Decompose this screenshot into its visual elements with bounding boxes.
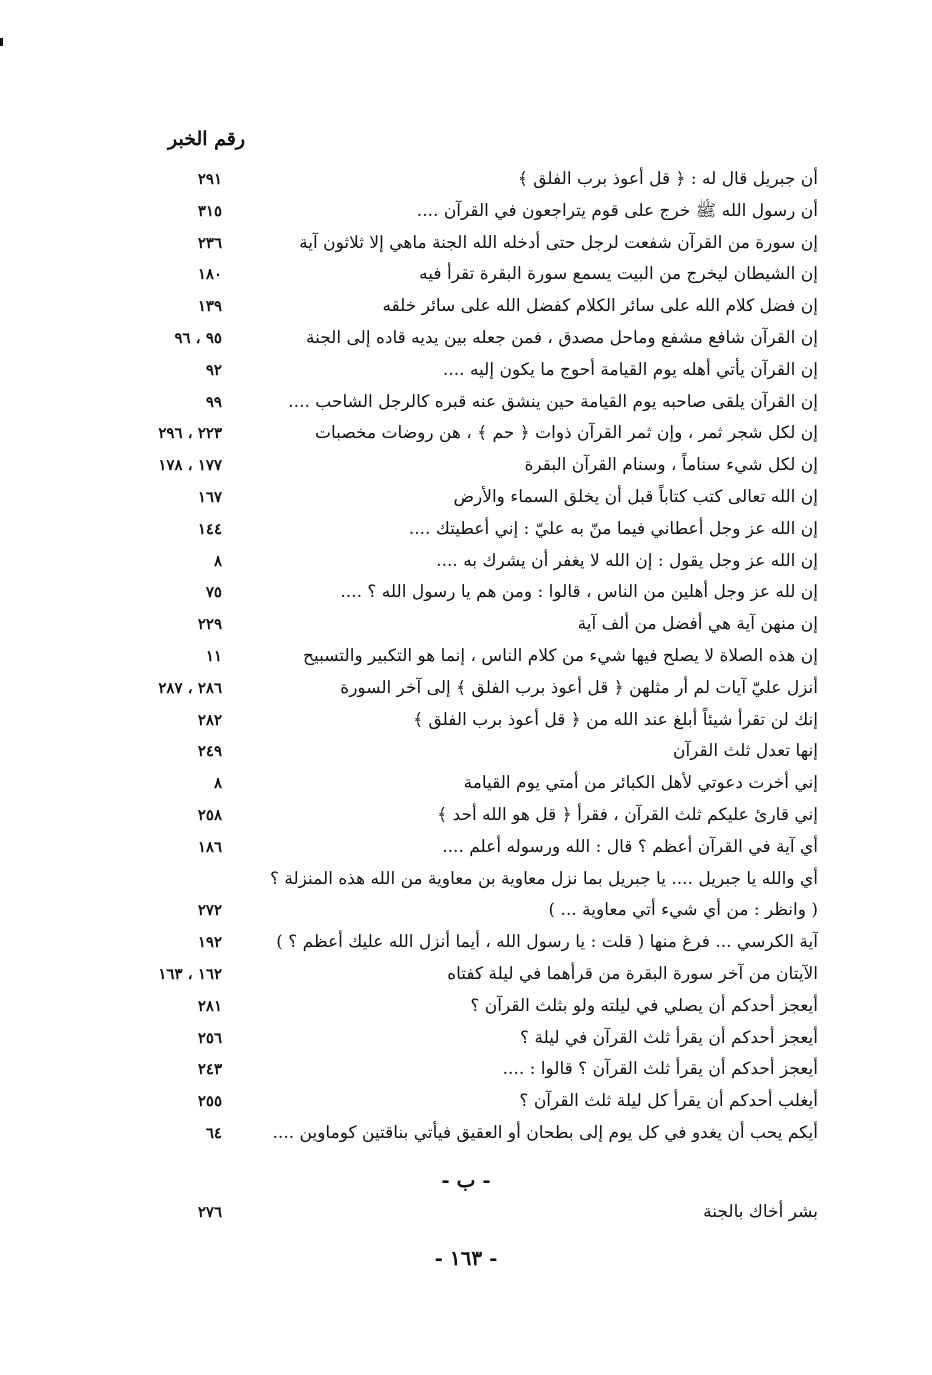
list-item: [150, 991, 818, 1023]
list-item: [150, 1086, 818, 1118]
entry-text: أي والله يا جبريل .... يا جبريل بما نزل معاوية بن معاوية من الله هذه المنزلة ؟: [269, 868, 818, 889]
entry-number: ١٦٧: [197, 487, 222, 506]
entry-number: ١٦٢ ، ١٦٣: [158, 964, 222, 983]
entry-number: ٢٥٦: [197, 1028, 222, 1047]
entry-text: إن هذه الصلاة لا يصلح فيها شيء من كلام الناس ، إنما هو التكبير والتسبيح: [303, 645, 818, 666]
entry-text: إن الله عز وجل يقول : إن الله لا يغفر أن يشرك به ....: [436, 550, 818, 571]
entry-text: إن لكل شيء سناماً ، وسنام القرآن البقرة: [524, 455, 818, 476]
column-header-label: رقم الخبر: [168, 128, 246, 150]
entry-text: إن القرآن يلقى صاحبه يوم القيامة حين ينشق عنه قبره كالرجل الشاحب ....: [288, 391, 818, 412]
entry-number: ٢٨٦ ، ٢٨٧: [158, 678, 222, 697]
list-item: [150, 864, 818, 896]
list-item: [150, 196, 818, 228]
entry-number: ٩٢: [205, 360, 222, 379]
entry-text: أن جبريل قال له : ﴿ قل أعوذ برب الفلق ﴾: [517, 169, 818, 189]
list-item: [150, 895, 818, 927]
entry-text: إن القرآن شافع مشفع وماحل مصدق ، فمن جعله بين يديه قاده إلى الجنة: [305, 327, 818, 348]
list-item: [150, 387, 818, 419]
entry-text: إني قارئ عليكم ثلث القرآن ، فقرأ ﴿ قل هو الله أحد ﴾: [437, 804, 818, 825]
entry-number: ٦٤: [205, 1123, 222, 1142]
page-edge-mark: [0, 38, 3, 46]
entry-text: إن الله عز وجل أعطاني فيما منّ به عليّ : إني أعطيتك ....: [408, 518, 818, 539]
list-item: [150, 514, 818, 546]
list-item: [150, 482, 818, 514]
list-item: [150, 800, 818, 832]
entry-text: أيعجز أحدكم أن يقرأ ثلث القرآن في ليلة ؟: [520, 1027, 818, 1048]
entry-number: ١٨٠: [197, 265, 222, 284]
entry-number: ٢٧٢: [197, 901, 222, 920]
list-item: [150, 609, 818, 641]
list-item: [150, 450, 818, 482]
entry-text: إن فضل كلام الله على سائر الكلام كفضل الله على سائر خلقه: [382, 296, 818, 317]
entry-number: ١١: [205, 646, 222, 665]
list-item: [150, 927, 818, 959]
entry-number: ٢٣٦: [197, 233, 222, 252]
entry-text: إني أخرت دعوتي لأهل الكبائر من أمتي يوم القيامة: [463, 773, 818, 794]
list-item: [150, 705, 818, 737]
entry-number: ٢٥٨: [197, 805, 222, 824]
entry-text: الآيتان من آخر سورة البقرة من قرأهما في ليلة كفتاه: [447, 963, 818, 984]
entry-text: آية الكرسي ... فرغ منها ( قلت : يا رسول الله ، أيما أنزل الله عليك أعظم ؟ ): [276, 932, 818, 953]
list-item: [150, 355, 818, 387]
list-item: [150, 641, 818, 673]
page-number: - ١٦٣ -: [434, 1246, 498, 1270]
entry-number: ٢٤٣: [197, 1060, 222, 1079]
entry-number: ٢٢٣ ، ٢٩٦: [158, 424, 222, 443]
list-item: [150, 546, 818, 578]
entry-number: ٢٩١: [197, 170, 222, 188]
section-letter-heading: - ب -: [441, 1168, 491, 1192]
entry-text: إنها تعدل ثلث القرآن: [672, 741, 818, 762]
entry-number: ٢٧٦: [197, 1203, 222, 1221]
entry-text: أيكم يحب أن يغدو في كل يوم إلى بطحان أو العقيق فيأتي بناقتين كوماوين ....: [272, 1122, 818, 1143]
entry-text: إن الشيطان ليخرج من البيت يسمع سورة البقرة تقرأ فيه: [419, 264, 818, 285]
entry-number: ٢٢٩: [197, 615, 222, 634]
entry-number: ٢٤٩: [197, 742, 222, 761]
list-item: [150, 323, 818, 355]
entry-text: أن رسول الله ﷺ خرج على قوم يتراجعون في القرآن ....: [416, 200, 818, 221]
entry-number: ٨: [213, 551, 222, 570]
entry-text: إن سورة من القرآن شفعت لرجل حتى أدخله الله الجنة ماهي إلا ثلاثون آية: [299, 232, 818, 253]
entry-text: إن لكل شجر ثمر ، وإن ثمر القرآن ذوات ﴿ حم ﴾ ، هن روضات مخصبات: [315, 423, 818, 444]
list-item: [150, 1054, 818, 1086]
list-item: [150, 291, 818, 323]
entry-text: أيعجز أحدكم أن يصلي في ليلته ولو بثلث القرآن ؟: [470, 995, 818, 1016]
entry-number: ٢٥٥: [197, 1092, 222, 1111]
list-item: [150, 1023, 818, 1055]
entry-text: ( وانظر : من أي شيء أتي معاوية ... ): [548, 900, 818, 921]
entry-number: ١٩٢: [197, 933, 222, 952]
entry-number: ١٧٧ ، ١٧٨: [158, 456, 222, 475]
entry-text: أي آية في القرآن أعظم ؟ قال : الله ورسوله أعلم ....: [442, 836, 818, 857]
list-item: [150, 1118, 818, 1150]
list-item: [150, 832, 818, 864]
entry-number: ٢٨٢: [197, 710, 222, 729]
list-item: [150, 418, 818, 450]
entry-text: أيغلب أحدكم أن يقرأ كل ليلة ثلث القرآن ؟: [519, 1091, 818, 1112]
entry-text: إن لله عز وجل أهلين من الناس ، قالوا : ومن هم يا رسول الله ؟ ....: [340, 582, 818, 603]
entry-text: أيعجز أحدكم أن يقرأ ثلث القرآن ؟ قالوا : ....: [502, 1059, 818, 1080]
entry-text: بشر أخاك بالجنة: [703, 1202, 818, 1222]
list-item: [150, 164, 818, 196]
list-item: [150, 736, 818, 768]
entry-number: ١٣٩: [197, 297, 222, 316]
entry-number: ٩٥ ، ٩٦: [174, 328, 222, 347]
entry-number: ٩٩: [205, 392, 222, 411]
hadith-index-list: [150, 164, 818, 1150]
entry-text: إنك لن تقرأ شيئاً أبلغ عند الله من ﴿ قل أعوذ برب الفلق ﴾: [413, 709, 818, 730]
list-item: [150, 259, 818, 291]
list-item: [150, 959, 818, 991]
entry-number: ٨: [213, 774, 222, 793]
entry-number: ٧٥: [205, 583, 222, 602]
entry-text: إن القرآن يأتي أهله يوم القيامة أحوج ما يكون إليه ....: [442, 359, 818, 380]
list-item: [150, 768, 818, 800]
entry-number: ١٤٤: [197, 519, 222, 538]
list-item: [150, 673, 818, 705]
entry-text: إن منهن آية هي أفضل من ألف آية: [577, 614, 818, 635]
entry-number: ٢٨١: [197, 996, 222, 1015]
entry-text: إن الله تعالى كتب كتاباً قبل أن يخلق السماء والأرض: [453, 486, 818, 507]
entry-text: أنزل عليّ آيات لم أر مثلهن ﴿ قل أعوذ برب الفلق ﴾ إلى آخر السورة: [340, 677, 818, 698]
list-item: [150, 577, 818, 609]
list-item: [150, 228, 818, 260]
entry-number: ١٨٦: [197, 837, 222, 856]
list-item: [150, 1196, 818, 1228]
entry-number: ٣١٥: [197, 201, 222, 220]
